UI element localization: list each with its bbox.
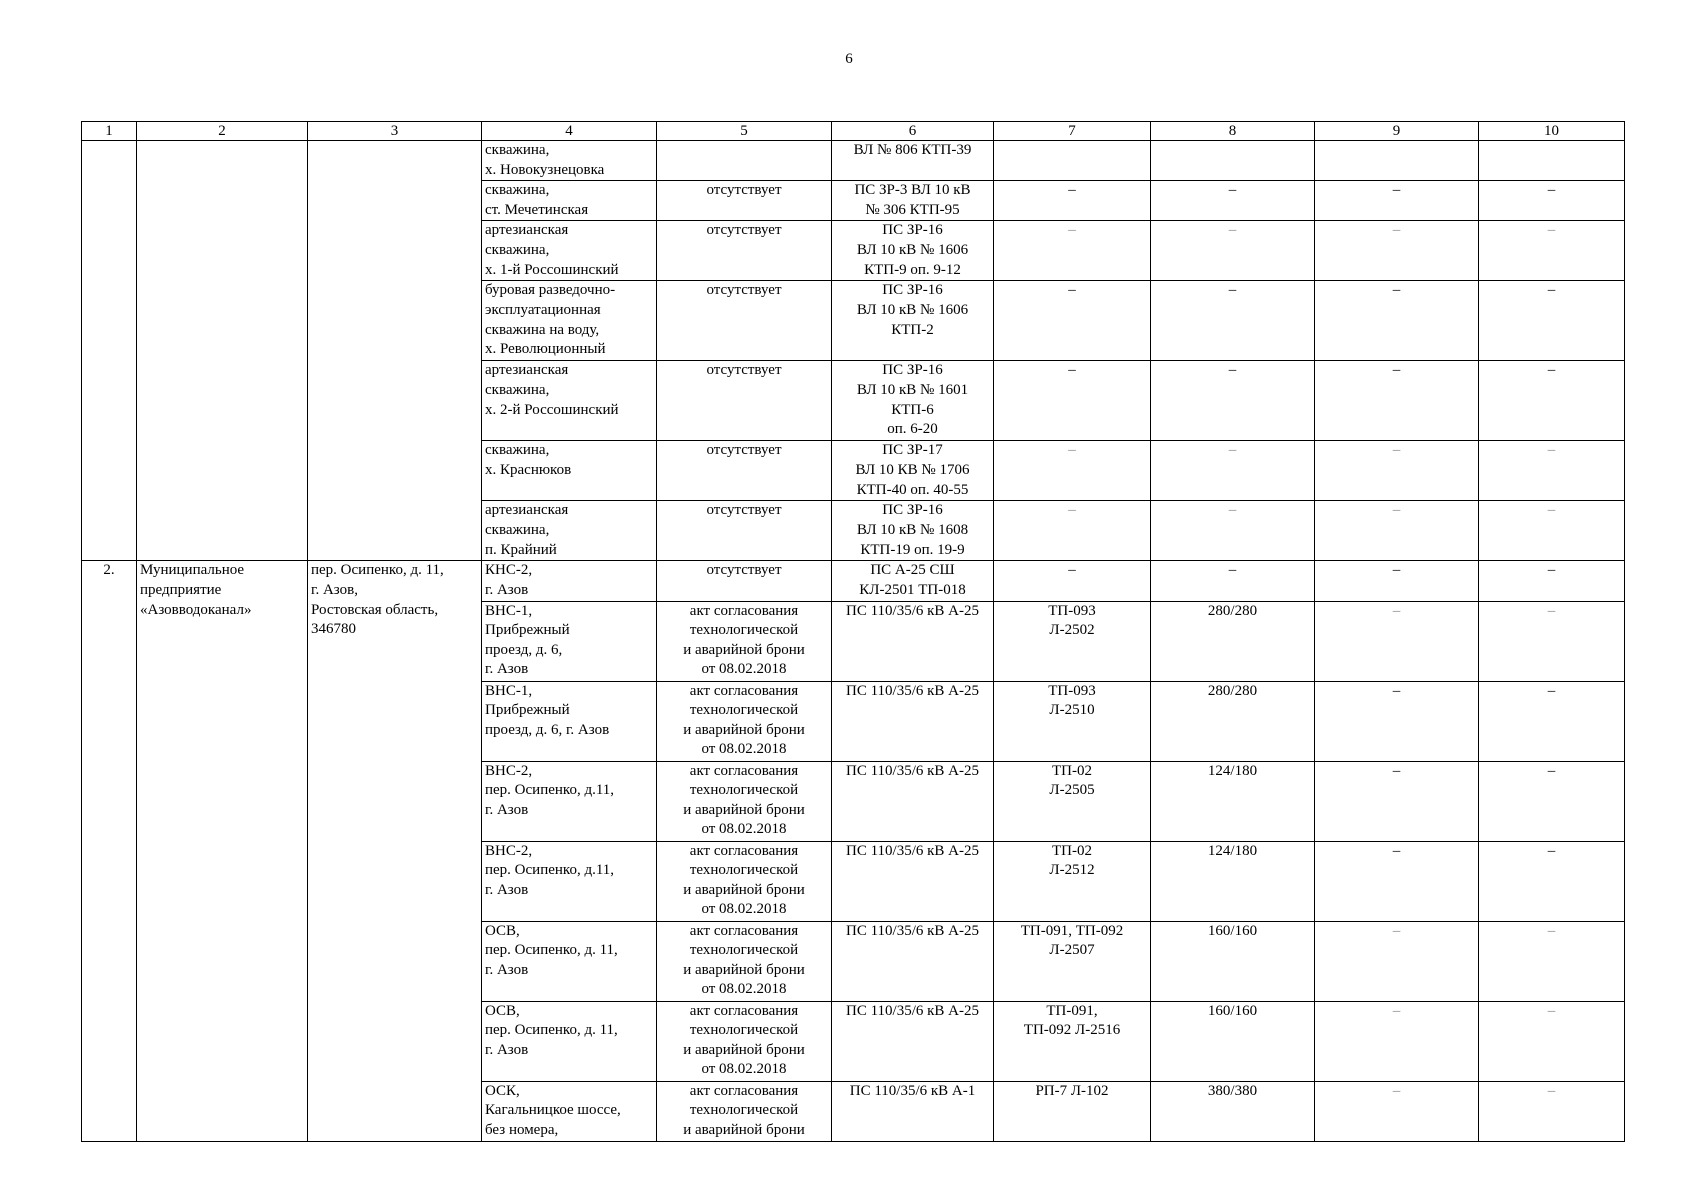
header-cell: 9 — [1315, 122, 1479, 141]
capacity-cell: – — [1151, 561, 1315, 601]
col9-cell: – — [1315, 1001, 1479, 1081]
feeder-cell: – — [994, 361, 1151, 441]
document-cell: акт согласования технологической и аварийной брони от 08.02.2018 — [657, 681, 832, 761]
object-cell: ВНС-2, пер. Осипенко, д.11, г. Азов — [482, 761, 657, 841]
row-number-cell: 2. — [82, 561, 137, 1141]
document-cell: отсутствует — [657, 501, 832, 561]
col9-cell: – — [1315, 761, 1479, 841]
capacity-cell: 160/160 — [1151, 921, 1315, 1001]
col10-cell: – — [1479, 1081, 1625, 1141]
header-cell: 2 — [137, 122, 308, 141]
supply-source-cell: ПС 110/35/6 кВ А-25 — [832, 841, 994, 921]
col9-cell: – — [1315, 841, 1479, 921]
feeder-cell: – — [994, 561, 1151, 601]
object-cell: артезианская скважина, п. Крайний — [482, 501, 657, 561]
supply-source-cell: ПС 110/35/6 кВ А-25 — [832, 601, 994, 681]
supply-source-cell: ПС 110/35/6 кВ А-25 — [832, 921, 994, 1001]
object-cell: скважина, ст. Мечетинская — [482, 181, 657, 221]
supply-source-cell: ПС 110/35/6 кВ А-1 — [832, 1081, 994, 1141]
feeder-cell: ТП-091, ТП-092 Л-2507 — [994, 921, 1151, 1001]
col10-cell: – — [1479, 601, 1625, 681]
supply-source-cell: ПС 110/35/6 кВ А-25 — [832, 1001, 994, 1081]
page-number: 6 — [845, 51, 853, 67]
header-row — [82, 122, 1625, 141]
col10-cell: – — [1479, 1001, 1625, 1081]
feeder-cell: – — [994, 501, 1151, 561]
address-cell: пер. Осипенко, д. 11, г. Азов, Ростовская область, 346780 — [308, 561, 482, 1141]
capacity-cell: 280/280 — [1151, 681, 1315, 761]
object-cell: скважина, х. Новокузнецовка — [482, 141, 657, 181]
data-table — [81, 121, 1625, 1142]
header-cell: 5 — [657, 122, 832, 141]
document-cell: отсутствует — [657, 441, 832, 501]
supply-source-cell: ПС ЗР-17 ВЛ 10 КВ № 1706 КТП-40 оп. 40-55 — [832, 441, 994, 501]
header-cell: 8 — [1151, 122, 1315, 141]
col9-cell: – — [1315, 221, 1479, 281]
supply-source-cell: ПС ЗР-3 ВЛ 10 кВ № 306 КТП-95 — [832, 181, 994, 221]
object-cell: ОСВ, пер. Осипенко, д. 11, г. Азов — [482, 1001, 657, 1081]
document-cell: акт согласования технологической и аварийной брони от 08.02.2018 — [657, 841, 832, 921]
capacity-cell: 124/180 — [1151, 761, 1315, 841]
capacity-cell: 380/380 — [1151, 1081, 1315, 1141]
document-cell: акт согласования технологической и аварийной брони — [657, 1081, 832, 1141]
document-cell: отсутствует — [657, 361, 832, 441]
object-cell: скважина, х. Краснюков — [482, 441, 657, 501]
col9-cell: – — [1315, 281, 1479, 361]
col10-cell: – — [1479, 681, 1625, 761]
supply-source-cell: ПС А-25 СШ КЛ-2501 ТП-018 — [832, 561, 994, 601]
col10-cell: – — [1479, 921, 1625, 1001]
feeder-cell: РП-7 Л-102 — [994, 1081, 1151, 1141]
supply-source-cell: ВЛ № 806 КТП-39 — [832, 141, 994, 181]
capacity-cell: 280/280 — [1151, 601, 1315, 681]
object-cell: артезианская скважина, х. 2-й Россошинский — [482, 361, 657, 441]
supply-source-cell: ПС ЗР-16 ВЛ 10 кВ № 1601 КТП-6 оп. 6-20 — [832, 361, 994, 441]
capacity-cell: – — [1151, 441, 1315, 501]
feeder-cell: ТП-093 Л-2502 — [994, 601, 1151, 681]
col9-cell: – — [1315, 601, 1479, 681]
header-cell: 7 — [994, 122, 1151, 141]
capacity-cell: – — [1151, 281, 1315, 361]
col10-cell: – — [1479, 181, 1625, 221]
document-cell: отсутствует — [657, 181, 832, 221]
feeder-cell — [994, 141, 1151, 181]
col10-cell: – — [1479, 841, 1625, 921]
header-cell: 3 — [308, 122, 482, 141]
table-row — [82, 141, 1625, 181]
header-cell: 1 — [82, 122, 137, 141]
col9-cell: – — [1315, 501, 1479, 561]
col9-cell: – — [1315, 1081, 1479, 1141]
col9-cell — [1315, 141, 1479, 181]
capacity-cell: – — [1151, 501, 1315, 561]
header-cell: 10 — [1479, 122, 1625, 141]
capacity-cell: 124/180 — [1151, 841, 1315, 921]
table-row — [82, 561, 1625, 601]
feeder-cell: – — [994, 181, 1151, 221]
supply-source-cell: ПС ЗР-16 ВЛ 10 кВ № 1606 КТП-2 — [832, 281, 994, 361]
col10-cell: – — [1479, 221, 1625, 281]
document-cell: акт согласования технологической и аварийной брони от 08.02.2018 — [657, 1001, 832, 1081]
organization-cell — [137, 141, 308, 561]
document-cell: отсутствует — [657, 281, 832, 361]
col10-cell: – — [1479, 361, 1625, 441]
feeder-cell: ТП-091, ТП-092 Л-2516 — [994, 1001, 1151, 1081]
col10-cell: – — [1479, 441, 1625, 501]
object-cell: ВНС-2, пер. Осипенко, д.11, г. Азов — [482, 841, 657, 921]
address-cell — [308, 141, 482, 561]
feeder-cell: – — [994, 281, 1151, 361]
col10-cell: – — [1479, 281, 1625, 361]
col9-cell: – — [1315, 441, 1479, 501]
capacity-cell: – — [1151, 361, 1315, 441]
row-number-cell — [82, 141, 137, 561]
capacity-cell — [1151, 141, 1315, 181]
supply-source-cell: ПС ЗР-16 ВЛ 10 кВ № 1608 КТП-19 оп. 19-9 — [832, 501, 994, 561]
object-cell: ВНС-1, Прибрежный проезд, д. 6, г. Азов — [482, 601, 657, 681]
header-cell: 6 — [832, 122, 994, 141]
col9-cell: – — [1315, 361, 1479, 441]
feeder-cell: – — [994, 221, 1151, 281]
document-cell: акт согласования технологической и аварийной брони от 08.02.2018 — [657, 921, 832, 1001]
supply-source-cell: ПС 110/35/6 кВ А-25 — [832, 761, 994, 841]
capacity-cell: – — [1151, 221, 1315, 281]
object-cell: КНС-2, г. Азов — [482, 561, 657, 601]
object-cell: ОСВ, пер. Осипенко, д. 11, г. Азов — [482, 921, 657, 1001]
col10-cell: – — [1479, 761, 1625, 841]
supply-source-cell: ПС 110/35/6 кВ А-25 — [832, 681, 994, 761]
supply-source-cell: ПС ЗР-16 ВЛ 10 кВ № 1606 КТП-9 оп. 9-12 — [832, 221, 994, 281]
capacity-cell: – — [1151, 181, 1315, 221]
col9-cell: – — [1315, 921, 1479, 1001]
document-cell: отсутствует — [657, 221, 832, 281]
header-cell: 4 — [482, 122, 657, 141]
object-cell: буровая разведочно- эксплуатационная скважина на воду, х. Революционный — [482, 281, 657, 361]
feeder-cell: ТП-093 Л-2510 — [994, 681, 1151, 761]
object-cell: ВНС-1, Прибрежный проезд, д. 6, г. Азов — [482, 681, 657, 761]
capacity-cell: 160/160 — [1151, 1001, 1315, 1081]
feeder-cell: ТП-02 Л-2512 — [994, 841, 1151, 921]
document-cell: отсутствует — [657, 561, 832, 601]
document-cell: акт согласования технологической и аварийной брони от 08.02.2018 — [657, 761, 832, 841]
col9-cell: – — [1315, 181, 1479, 221]
col9-cell: – — [1315, 561, 1479, 601]
organization-cell: Муниципальное предприятие «Азовводоканал» — [137, 561, 308, 1141]
feeder-cell: – — [994, 441, 1151, 501]
feeder-cell: ТП-02 Л-2505 — [994, 761, 1151, 841]
col10-cell: – — [1479, 561, 1625, 601]
document-cell: акт согласования технологической и аварийной брони от 08.02.2018 — [657, 601, 832, 681]
col9-cell: – — [1315, 681, 1479, 761]
col10-cell — [1479, 141, 1625, 181]
col10-cell: – — [1479, 501, 1625, 561]
document-cell — [657, 141, 832, 181]
object-cell: артезианская скважина, х. 1-й Россошинский — [482, 221, 657, 281]
object-cell: ОСК, Кагальницкое шоссе, без номера, — [482, 1081, 657, 1141]
